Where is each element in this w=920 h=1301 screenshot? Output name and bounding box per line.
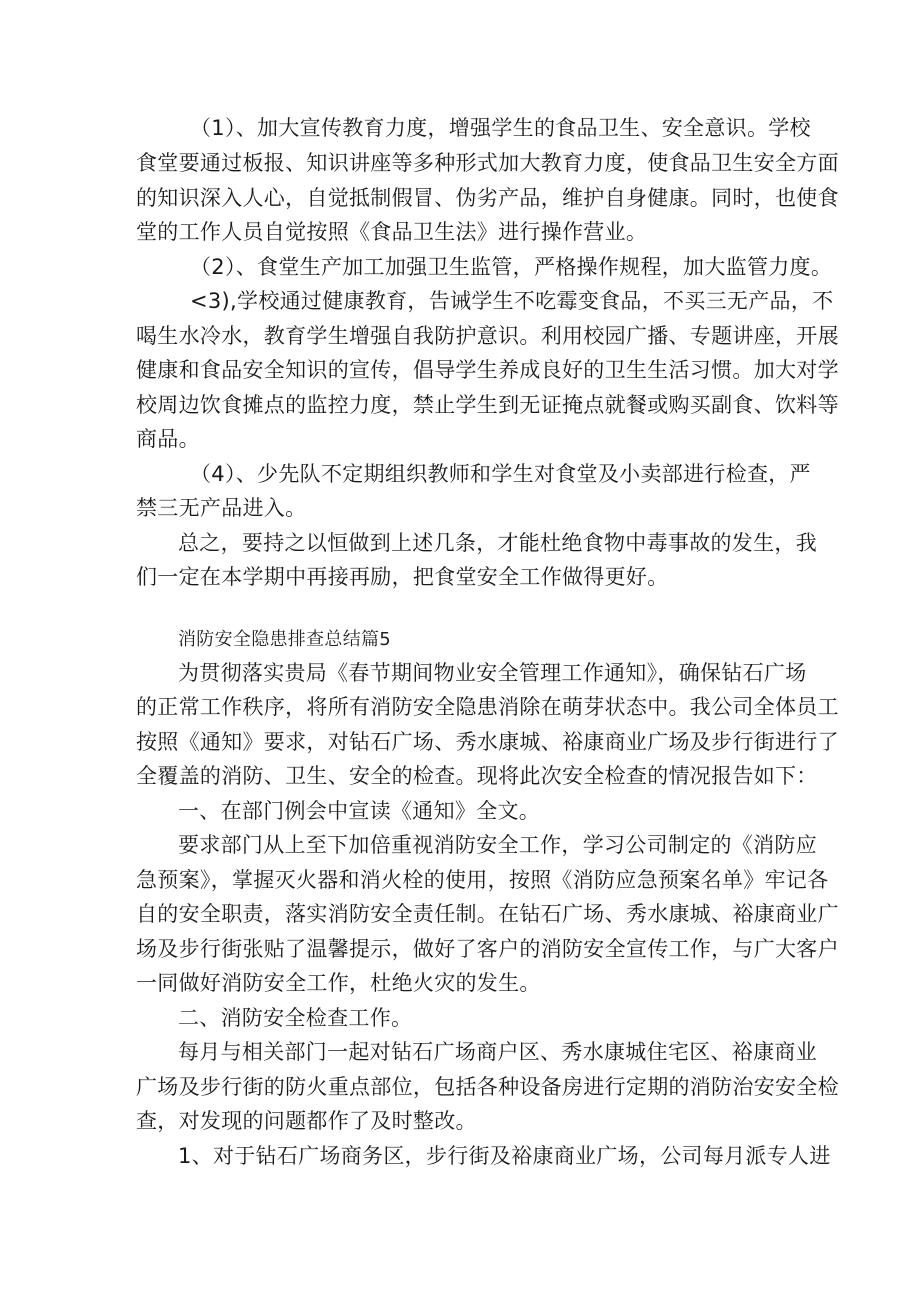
section-heading: 消防安全隐患排查总结篇5 (178, 629, 392, 650)
text-line: （4）、少先队不定期组织教师和学生对食堂及小卖部进行检查，严 (190, 462, 811, 486)
text-line: 食堂要通过板报、知识讲座等多种形式加大教育力度，使食品卫生安全方面 (136, 151, 839, 175)
text-line: 的正常工作秩序，将所有消防安全隐患消除在萌芽状态中。我公司全体员工 (136, 695, 839, 719)
text-line: 的知识深入人心，自觉抵制假冒、伪劣产品，维护自身健康。同时，也使食 (136, 186, 839, 210)
text-line: 每月与相关部门一起对钻石广场商户区、秀水康城住宅区、裕康商业 (178, 1040, 817, 1064)
text-line: 喝生水冷水，教育学生增强自我防护意识。利用校园广播、专题讲座，开展 (136, 324, 839, 348)
text-line: 自的安全职责，落实消防安全责任制。在钻石广场、秀水康城、裕康商业广 (136, 902, 839, 926)
text-line: 堂的工作人员自觉按照《食品卫生法》进行操作营业。 (136, 220, 648, 244)
text-line: （2）、食堂生产加工加强卫生监管，严格操作规程，加大监管力度。 (190, 255, 833, 279)
text-line: 禁三无产品进入。 (136, 496, 307, 520)
text-line: 一、在部门例会中宣读《通知》全文。 (178, 799, 541, 823)
text-line: 一同做好消防安全工作，杜绝火灾的发生。 (136, 971, 541, 995)
text-line: 总之，要持之以恒做到上述几条，才能杜绝食物中毒事故的发生，我 (178, 531, 817, 555)
text-line: 校周边饮食摊点的监控力度，禁止学生到无证掩点就餐或购买副食、饮料等 (136, 393, 839, 417)
text-line: 查，对发现的问题都作了及时整改。 (136, 1109, 477, 1133)
text-line: 们一定在本学期中再接再励，把食堂安全工作做得更好。 (136, 565, 669, 589)
text-line: 按照《通知》要求，对钻石广场、秀水康城、裕康商业广场及步行街进行了 (136, 730, 839, 754)
text-line: （1）、加大宣传教育力度，增强学生的食品卫生、安全意识。学校 (190, 116, 811, 140)
text-line: <3),学校通过健康教育，告诫学生不吃霉变食品，不买三无产品，不 (190, 289, 834, 313)
text-line: 全覆盖的消防、卫生、安全的检查。现将此次安全检查的情况报告如下： (136, 764, 818, 788)
text-line: 商品。 (136, 427, 200, 451)
text-line: 为贯彻落实贵局《春节期间物业安全管理工作通知》，确保钻石广场 (178, 661, 807, 685)
text-line: 要求部门从上至下加倍重视消防安全工作，学习公司制定的《消防应 (178, 833, 817, 857)
text-line: 二、消防安全检查工作。 (178, 1006, 413, 1030)
text-line: 广场及步行街的防火重点部位，包括各种设备房进行定期的消防治安安全检 (136, 1075, 839, 1099)
text-line: 健康和食品安全知识的宣传，倡导学生养成良好的卫生生活习惯。加大对学 (136, 358, 839, 382)
text-line: 急预案》，掌握灭火器和消火栓的使用，按照《消防应急预案名单》牢记各 (136, 868, 829, 892)
text-line: 场及步行街张贴了温馨提示，做好了客户的消防安全宣传工作，与广大客户 (136, 937, 839, 961)
text-line: 1、对于钻石广场商务区，步行街及裕康商业广场，公司每月派专人进 (178, 1144, 831, 1168)
